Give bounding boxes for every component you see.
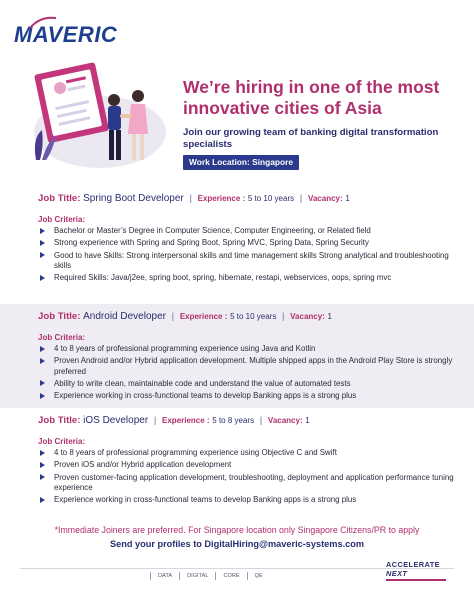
tag-core: CORE bbox=[215, 572, 246, 580]
criteria-item bbox=[38, 379, 454, 389]
experience-value: 5 to 10 years bbox=[230, 312, 277, 321]
criteria-text: 4 to 8 years of professional programming experience using Java and Kotlin bbox=[54, 344, 316, 353]
bullet-arrow-icon bbox=[40, 346, 45, 352]
job-title-row bbox=[38, 192, 454, 205]
criteria-text: Proven customer-facing application development, troubleshooting, deployment and application performance tuning experience bbox=[54, 472, 454, 492]
bullet-arrow-icon bbox=[40, 358, 45, 364]
criteria-item bbox=[38, 344, 454, 354]
maveric-logo bbox=[14, 22, 124, 48]
experience-label: Experience : bbox=[162, 416, 210, 425]
tag-digital: DIGITAL bbox=[179, 572, 215, 580]
bottom-bar bbox=[0, 560, 474, 594]
experience-value: 5 to 10 years bbox=[247, 194, 295, 203]
criteria-text: Bachelor or Master’s Degree in Computer Science, Computer Engineering, or Related field bbox=[54, 226, 371, 235]
job-section-spring-boot bbox=[0, 192, 474, 302]
vacancy-label: Vacancy: bbox=[267, 416, 303, 425]
criteria-item bbox=[38, 473, 454, 494]
job-criteria-list bbox=[38, 226, 454, 283]
job-title-label: Job Title: bbox=[38, 415, 81, 426]
criteria-item bbox=[38, 460, 454, 470]
job-criteria-label: Job Criteria: bbox=[38, 437, 86, 446]
criteria-item bbox=[38, 495, 454, 505]
vacancy-label: Vacancy: bbox=[307, 194, 343, 203]
tag-qe: QE bbox=[247, 572, 270, 580]
footer-note: *Immediate Joiners are preferred. For Singapore location only Singapore Citizens/PR to apply bbox=[54, 525, 420, 535]
separator: | bbox=[153, 415, 157, 426]
accent-underline bbox=[386, 579, 446, 581]
bullet-arrow-icon bbox=[40, 275, 45, 281]
bullet-arrow-icon bbox=[40, 240, 45, 246]
hero-headline: We’re hiring in one of the most innovative cities of Asia bbox=[183, 77, 440, 118]
job-criteria-list bbox=[38, 448, 454, 505]
footer-send-profiles[interactable]: Send your profiles to DigitalHiring@maveric-systems.com bbox=[109, 539, 365, 549]
hero-subhead: Join our growing team of banking digital transformation specialists bbox=[183, 127, 439, 150]
criteria-item bbox=[38, 251, 454, 272]
separator: | bbox=[189, 193, 192, 204]
criteria-text: Proven iOS and/or Hybrid application development bbox=[54, 460, 232, 470]
job-title-row bbox=[38, 310, 454, 323]
job-title-label: Job Title: bbox=[38, 311, 81, 322]
criteria-text: Experience working in cross-functional teams to develop Banking apps is a strong plus bbox=[54, 391, 357, 401]
bullet-arrow-icon bbox=[40, 228, 45, 234]
vacancy-label: Vacancy: bbox=[290, 312, 325, 321]
criteria-text: Strong experience with Spring and Spring Boot, Spring MVC, Spring Data, Spring Security bbox=[54, 238, 369, 248]
bullet-arrow-icon bbox=[40, 252, 45, 258]
bullet-arrow-icon bbox=[40, 380, 45, 386]
job-title-label: Job Title: bbox=[38, 193, 81, 204]
criteria-text: Ability to write clean, maintainable code and understand the value of automated tests bbox=[54, 378, 351, 388]
work-location-badge: Work Location: Singapore bbox=[183, 155, 299, 170]
service-tags bbox=[150, 572, 270, 580]
accelerate-next-mark bbox=[386, 560, 456, 581]
separator: | bbox=[299, 193, 303, 204]
experience-value: 5 to 8 years bbox=[212, 416, 255, 425]
bullet-arrow-icon bbox=[40, 474, 45, 480]
accelerate-line2: NEXT bbox=[386, 569, 408, 578]
bullet-arrow-icon bbox=[40, 462, 45, 468]
job-section-ios bbox=[0, 414, 474, 518]
vacancy-value: 1 bbox=[345, 194, 350, 203]
logo-swoosh-icon bbox=[28, 16, 58, 30]
criteria-text: Proven Android and/or Hybrid application development. Multiple shipped apps in the Android Play Store is strongly preferred bbox=[54, 356, 453, 376]
criteria-text: Good to have Skills: Strong interpersonal skills and time management skills Strong analytical and troubleshooting skills bbox=[54, 250, 449, 270]
criteria-item bbox=[38, 448, 454, 458]
experience-label: Experience : bbox=[179, 312, 228, 321]
criteria-item bbox=[38, 391, 454, 401]
criteria-text: Experience working in cross-functional teams to develop Banking apps is a strong plus bbox=[54, 495, 357, 505]
logo-text: MAVERIC bbox=[14, 22, 118, 47]
tag-data: DATA bbox=[150, 572, 179, 580]
job-criteria-list bbox=[38, 344, 454, 401]
bullet-arrow-icon bbox=[40, 497, 45, 503]
experience-label: Experience : bbox=[197, 194, 246, 203]
vacancy-value: 1 bbox=[327, 312, 332, 321]
job-criteria-label: Job Criteria: bbox=[38, 215, 86, 224]
criteria-text: Required Skills: Java/j2ee, spring boot, spring, hibernate, restapi, webservices, oops, spring mvc bbox=[54, 273, 392, 283]
criteria-item bbox=[38, 226, 454, 236]
vacancy-value: 1 bbox=[305, 416, 310, 425]
job-title: Spring Boot Developer bbox=[83, 193, 184, 204]
job-title-row bbox=[38, 414, 454, 427]
separator: | bbox=[281, 311, 285, 322]
accelerate-line1: ACCELERATE bbox=[386, 560, 440, 569]
criteria-item bbox=[38, 238, 454, 248]
bullet-arrow-icon bbox=[40, 450, 45, 456]
separator: | bbox=[259, 415, 263, 426]
criteria-text: 4 to 8 years of professional programming experience using Objective C and Swift bbox=[54, 448, 337, 457]
separator: | bbox=[171, 311, 175, 322]
bullet-arrow-icon bbox=[40, 393, 45, 399]
criteria-item bbox=[38, 356, 454, 377]
job-title: Android Developer bbox=[83, 311, 166, 322]
hero-illustration bbox=[30, 60, 170, 172]
job-title: iOS Developer bbox=[83, 415, 149, 426]
job-section-android bbox=[0, 304, 474, 408]
job-criteria-label: Job Criteria: bbox=[38, 333, 86, 342]
criteria-item bbox=[38, 273, 454, 283]
